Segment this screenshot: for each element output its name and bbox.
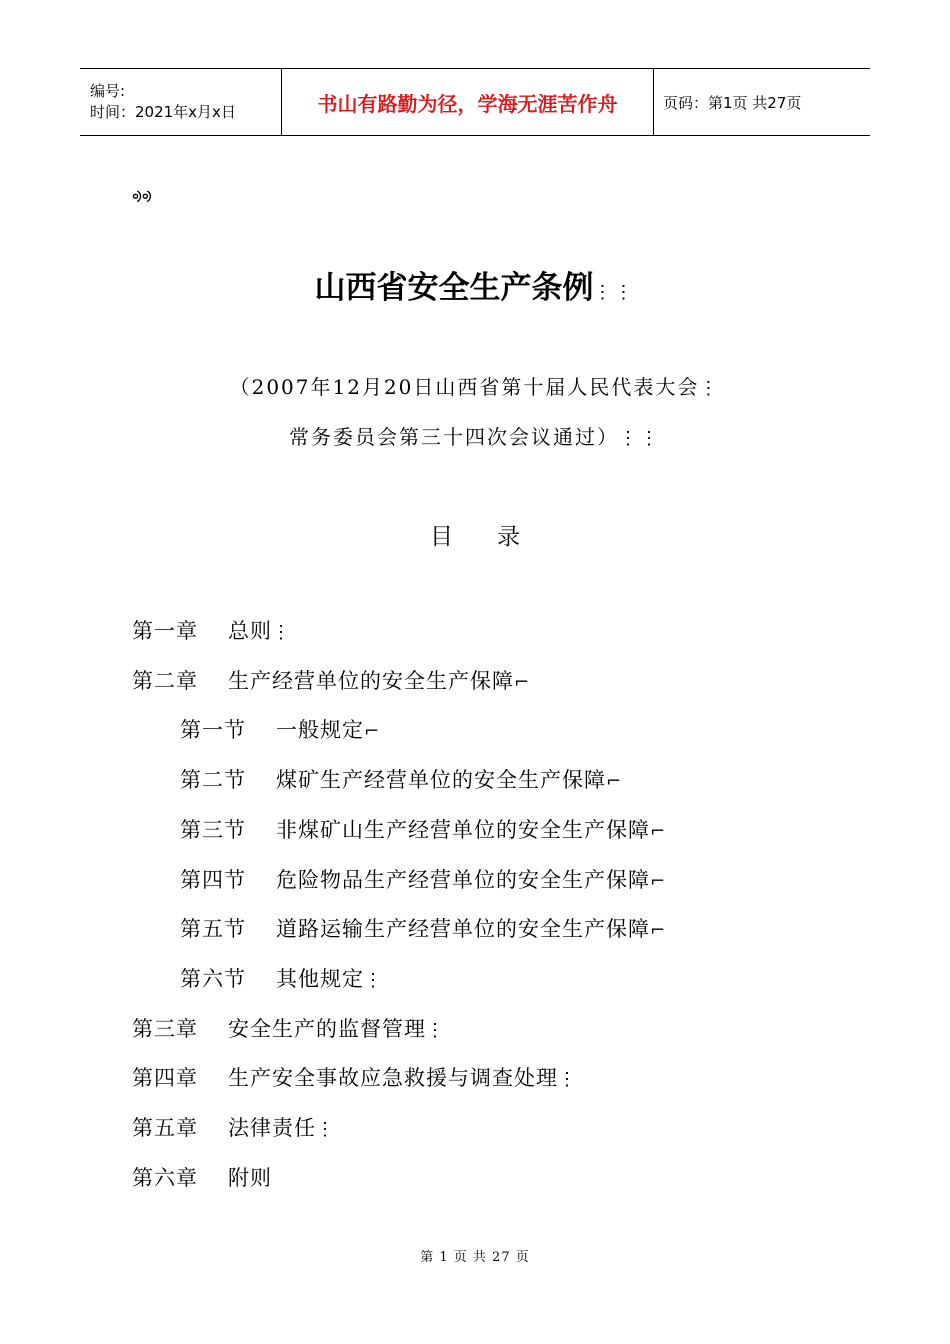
subtitle-line-2-text: 常务委员会第三十四次会议通过） bbox=[289, 425, 619, 449]
header-motto-cell bbox=[281, 69, 654, 135]
toc-item-mark: ⌐ bbox=[606, 771, 625, 793]
toc-item-number: 第二章 bbox=[132, 668, 198, 693]
toc-item[interactable] bbox=[180, 913, 668, 943]
code-label: 编号: bbox=[90, 82, 126, 100]
toc-item-title: 其他规定 bbox=[276, 966, 364, 991]
title-text: 山西省安全生产条例 bbox=[314, 270, 594, 306]
subtitle-line-1 bbox=[0, 371, 950, 400]
title-mark: ⋮⋮ bbox=[593, 282, 636, 303]
toc-item[interactable] bbox=[180, 864, 668, 894]
toc-item-number: 第一章 bbox=[132, 619, 198, 643]
toc-item-title: 附则 bbox=[228, 1165, 272, 1190]
motto-text: 书山有路勤为径，学海无涯苦作舟 bbox=[317, 91, 618, 116]
toc-item-number: 第四章 bbox=[132, 1066, 198, 1091]
toc-item-number: 第三章 bbox=[132, 1016, 198, 1041]
toc-item-title: 生产安全事故应急救援与调查处理 bbox=[228, 1066, 558, 1091]
toc-item-mark: ⌐ bbox=[364, 721, 383, 743]
toc-item-number: 第三节 bbox=[180, 817, 246, 842]
toc-item-title: 生产经营单位的安全生产保障 bbox=[228, 668, 514, 693]
toc-item-mark: ⌐ bbox=[650, 920, 669, 942]
toc-item-title: 一般规定 bbox=[276, 718, 364, 743]
toc-item-title: 总则 bbox=[228, 619, 272, 643]
page-footer: 第 1 页 共 27 页 bbox=[420, 1250, 530, 1265]
toc-item-number: 第四节 bbox=[180, 867, 246, 892]
toc-item[interactable] bbox=[132, 1112, 337, 1142]
subtitle-line-1-mark: ⋮ bbox=[699, 378, 721, 399]
toc-item[interactable] bbox=[132, 665, 532, 695]
toc-item[interactable] bbox=[132, 1162, 272, 1192]
toc-item[interactable] bbox=[132, 615, 293, 645]
toc-item-mark: ⌐ bbox=[650, 820, 669, 842]
toc-heading: 目录 bbox=[430, 524, 564, 550]
toc-item[interactable] bbox=[180, 814, 668, 844]
toc-item-mark: ⋮ bbox=[426, 1019, 447, 1041]
document-title bbox=[0, 262, 950, 307]
header-meta bbox=[80, 69, 281, 135]
header-page-info bbox=[654, 69, 870, 135]
toc-item[interactable] bbox=[180, 764, 624, 794]
toc-item-mark: ⌐ bbox=[514, 671, 533, 693]
toc-item-title: 安全生产的监督管理 bbox=[228, 1016, 426, 1041]
toc-item[interactable] bbox=[180, 714, 382, 744]
toc-item[interactable] bbox=[132, 1062, 579, 1092]
page-info-text: 页码：第1页 共27页 bbox=[663, 93, 802, 112]
toc-item-number: 第一节 bbox=[180, 718, 246, 743]
toc-item-title: 法律责任 bbox=[228, 1116, 316, 1140]
toc-item[interactable] bbox=[132, 1013, 447, 1043]
ornament-icon: ᢀᢀ bbox=[132, 188, 152, 208]
subtitle-line-2 bbox=[0, 421, 950, 450]
toc-item-title: 危险物品生产经营单位的安全生产保障 bbox=[276, 867, 650, 892]
toc-item-mark: ⋮ bbox=[272, 622, 293, 643]
subtitle-line-2-mark: ⋮⋮ bbox=[619, 428, 661, 449]
toc-item-title: 道路运输生产经营单位的安全生产保障 bbox=[276, 917, 650, 942]
toc-item-number: 第六章 bbox=[132, 1165, 198, 1190]
toc-item-title: 煤矿生产经营单位的安全生产保障 bbox=[276, 768, 606, 793]
toc-item-mark: ⌐ bbox=[650, 870, 669, 892]
toc-item-number: 第六节 bbox=[180, 966, 246, 991]
toc-item-mark: ⋮ bbox=[316, 1119, 337, 1140]
page-header bbox=[80, 68, 870, 136]
toc-item-number: 第五节 bbox=[180, 917, 246, 942]
toc-item-mark: ⋮ bbox=[558, 1069, 579, 1091]
toc-item-title: 非煤矿山生产经营单位的安全生产保障 bbox=[276, 817, 650, 842]
toc-item[interactable] bbox=[180, 963, 385, 993]
subtitle-line-1-text: （2007年12月20日山西省第十届人民代表大会 bbox=[229, 375, 700, 399]
toc-item-mark: ⋮ bbox=[364, 969, 385, 991]
toc-item-number: 第二节 bbox=[180, 768, 246, 793]
toc-item-number: 第五章 bbox=[132, 1116, 198, 1140]
time-text: 时间：2021年x月x日 bbox=[90, 103, 236, 121]
